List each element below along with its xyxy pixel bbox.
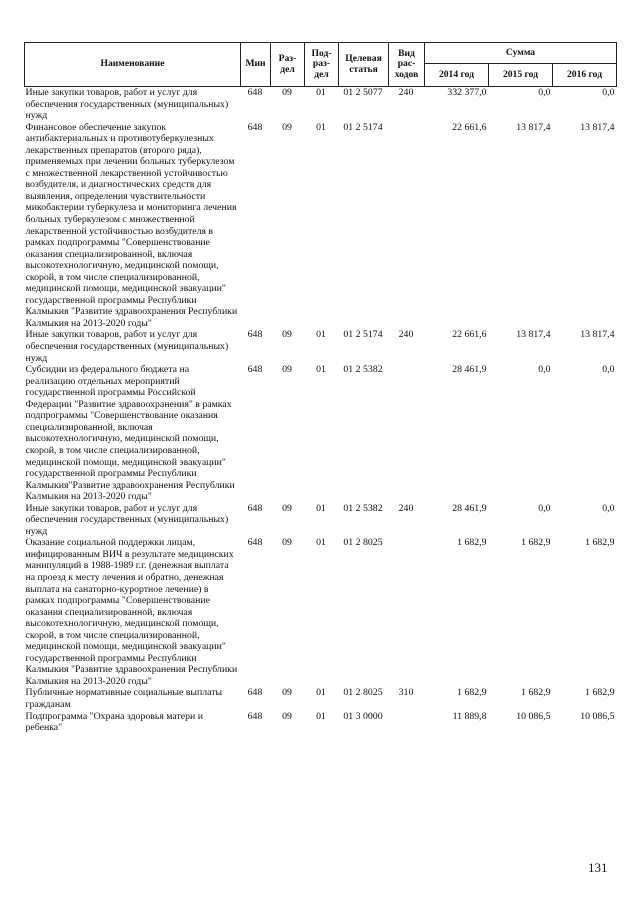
budget-sheet: [24, 42, 616, 734]
row-name: Иные закупки товаров, работ и услуг для обеспечения государственных (муниципальных) нужд: [25, 87, 229, 122]
row-vid: [389, 537, 425, 687]
row-name: Публичные нормативные социальные выплаты гражданам: [25, 687, 223, 710]
header-vid: Вид рас- ходов: [389, 43, 425, 87]
table-row: [25, 687, 617, 710]
row-2016: 1 682,9: [585, 687, 615, 699]
header-2015: 2015 год: [489, 64, 553, 87]
row-target: 01 2 5382: [343, 364, 383, 376]
row-target: 01 2 5382: [343, 502, 383, 514]
header-target: Целевая статья: [339, 43, 389, 87]
row-min: 648: [247, 121, 263, 133]
row-vid: 240: [398, 329, 414, 341]
row-vid: 310: [398, 687, 414, 699]
table-header: [25, 43, 617, 87]
row-2014: 22 661,6: [452, 121, 487, 133]
row-2016: 0,0: [602, 502, 615, 514]
row-vid: 240: [398, 502, 414, 514]
row-razdel: 09: [282, 537, 292, 549]
header-sum: Сумма: [425, 43, 617, 64]
row-target: 01 2 8025: [343, 537, 383, 549]
row-target: 01 3 0000: [343, 710, 383, 722]
header-razdel: Раз- дел: [271, 43, 305, 87]
row-2016: 0,0: [602, 364, 615, 376]
table-body: [25, 87, 617, 734]
row-2016: 0,0: [602, 87, 615, 98]
row-2016: 13 817,4: [580, 121, 615, 133]
row-podrazdel: 01: [316, 502, 326, 514]
table-row: [25, 503, 617, 538]
row-razdel: 09: [282, 329, 292, 341]
row-target: 01 2 5174: [343, 121, 383, 133]
header-2014: 2014 год: [425, 64, 489, 87]
row-2014: 28 461,9: [452, 502, 487, 514]
row-podrazdel: 01: [316, 537, 326, 549]
row-target: 01 2 5174: [343, 329, 383, 341]
table-row: [25, 87, 617, 122]
row-2014: 28 461,9: [452, 364, 487, 376]
row-2015: 0,0: [538, 87, 551, 98]
row-podrazdel: 01: [316, 87, 326, 98]
row-min: 648: [247, 329, 263, 341]
row-min: 648: [247, 364, 263, 376]
table-row: [25, 537, 617, 687]
header-2016: 2016 год: [553, 64, 617, 87]
table-row: [25, 711, 617, 734]
row-2015: 0,0: [538, 502, 551, 514]
budget-table: [24, 42, 617, 734]
row-2015: 13 817,4: [516, 121, 551, 133]
row-2015: 0,0: [538, 364, 551, 376]
header-min: Мин: [241, 43, 271, 87]
row-podrazdel: 01: [316, 329, 326, 341]
row-name: Иные закупки товаров, работ и услуг для обеспечения государственных (муниципальных) нужд: [25, 502, 229, 537]
row-min: 648: [247, 537, 263, 549]
row-vid: [389, 364, 425, 503]
row-2016: 1 682,9: [585, 537, 615, 549]
row-name: Подпрограмма "Охрана здоровья матери и ребенка": [25, 710, 203, 734]
row-vid: [389, 711, 425, 734]
row-podrazdel: 01: [316, 710, 326, 722]
row-2014: 1 682,9: [457, 537, 487, 549]
row-razdel: 09: [282, 502, 292, 514]
row-razdel: 09: [282, 364, 292, 376]
row-name: Финансовое обеспечение закупок антибактериальных и противотуберкулезных лекарственных препаратов (второго ряда), применяемых при лечении больных туберкулезом с множественной лекарственной устойчивостью возбудителя, и диагностических средств для выявления, определения чувствительности микобактерии туберкулеза и мониторинга лечения больных туберкулезом с множественной лекарственной устойчивостью возбудителя в рамках подпрограммы "Совершенствование оказания специализированной, включая высокотехнологичную, медицинской помощи, скорой, в том числе специализированной, медицинской помощи, медицинской эвакуации" государственной программы Республики Калмыкия "Развитие здравоохранения Республики Калмыкия на 2013-2020 годы": [25, 121, 238, 329]
row-razdel: 09: [282, 687, 292, 699]
header-podrazdel: Под- раз- дел: [305, 43, 339, 87]
table-row: [25, 364, 617, 503]
row-2014: 332 377,0: [447, 87, 487, 98]
row-name: Иные закупки товаров, работ и услуг для обеспечения государственных (муниципальных) нужд: [25, 329, 229, 364]
row-target: 01 2 5077: [343, 87, 383, 98]
row-min: 648: [247, 710, 263, 722]
row-razdel: 09: [282, 87, 292, 98]
row-min: 648: [247, 87, 263, 98]
row-2016: 10 086,5: [580, 710, 615, 722]
row-2015: 1 682,9: [521, 687, 551, 699]
row-2015: 10 086,5: [516, 710, 551, 722]
row-target: 01 2 8025: [343, 687, 383, 699]
row-razdel: 09: [282, 121, 292, 133]
row-podrazdel: 01: [316, 121, 326, 133]
table-row: [25, 329, 617, 364]
row-min: 648: [247, 687, 263, 699]
header-name: Наименование: [25, 43, 241, 87]
table-row: [25, 122, 617, 330]
row-vid: [389, 122, 425, 330]
row-2014: 1 682,9: [457, 687, 487, 699]
row-2015: 1 682,9: [521, 537, 551, 549]
row-2014: 11 889,8: [452, 710, 487, 722]
row-name: Оказание социальной поддержки лицам, инфицированным ВИЧ в результате медицинских манипуляций в 1988-1989 г.г. (денежная выплата на проезд к месту лечения и обратно, денежная выплата на санаторно-курортное лечение) в рамках подпрограммы "Совершенствование оказания специализированной, включая высокотехнологичную, медицинской помощи, скорой, в том числе специализированной, медицинской помощи, медицинской эвакуации" государственной программы Республики Калмыкия "Развитие здравоохранения Республики Калмыкия на 2013-2020 годы": [25, 537, 238, 687]
row-vid: 240: [398, 87, 414, 98]
row-podrazdel: 01: [316, 364, 326, 376]
row-podrazdel: 01: [316, 687, 326, 699]
row-2016: 13 817,4: [580, 329, 615, 341]
row-2014: 22 661,6: [452, 329, 487, 341]
row-min: 648: [247, 502, 263, 514]
row-razdel: 09: [282, 710, 292, 722]
page-number: 131: [588, 860, 608, 875]
row-2015: 13 817,4: [516, 329, 551, 341]
row-name: Субсидии из федерального бюджета на реализацию отдельных мероприятий государственной программы Российской Федерации "Развитие здравоохранения" в рамках подпрограммы "Совершенствование оказания специализированной, включая высокотехнологичную, медицинской помощи, скорой, в том числе специализированной, медицинской помощи, медицинской эвакуации" государственной программы Республики Калмыкия"Развитие здравоохранения Республики Калмыкия на 2013-2020 годы": [25, 364, 235, 503]
